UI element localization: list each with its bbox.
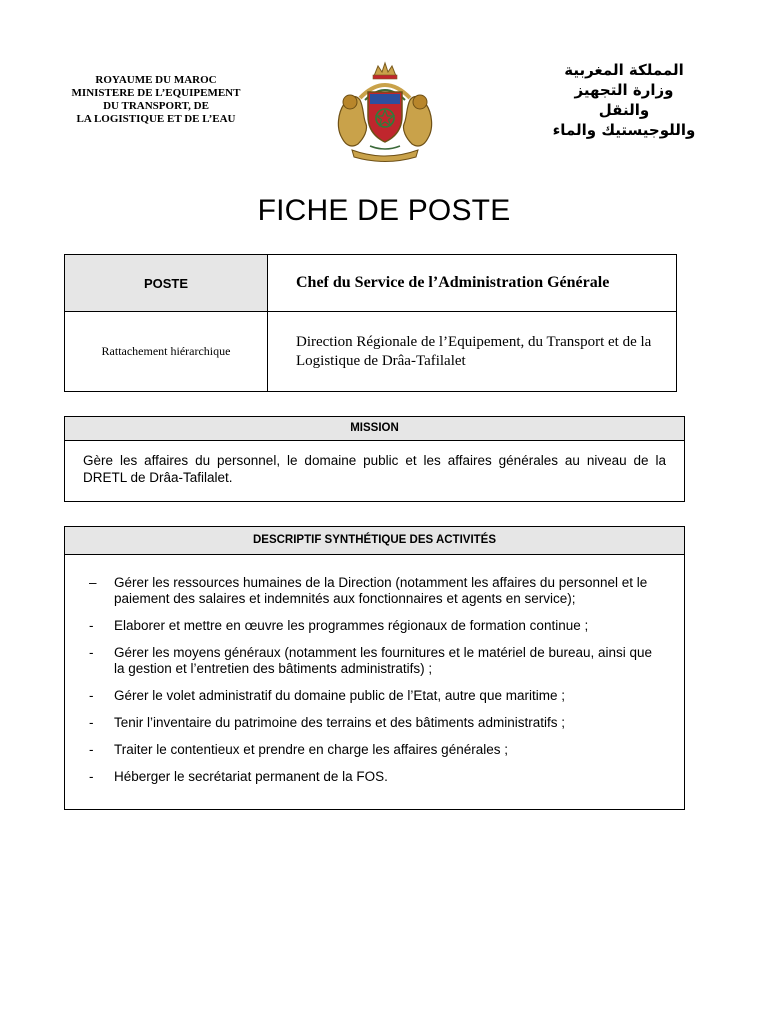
ministry-name-ar-line1: وزارة التجهيز والنقل: [574, 81, 674, 119]
document-title: FICHE DE POSTE: [257, 194, 511, 227]
poste-value: Chef du Service de l’Administration Générale: [268, 255, 677, 312]
rattachement-label: Rattachement hiérarchique: [65, 312, 268, 392]
bullet-dash: -: [89, 618, 94, 633]
activities-heading: DESCRIPTIF SYNTHÉTIQUE DES ACTIVITÉS: [65, 527, 684, 555]
list-item: [89, 688, 666, 704]
bullet-dash: –: [89, 575, 97, 590]
bullet-dash: -: [89, 742, 94, 757]
list-item: [89, 618, 666, 634]
list-item: [89, 742, 666, 758]
activity-text: Tenir l’inventaire du patrimoine des terrains et des bâtiments administratifs ;: [114, 715, 565, 730]
rattachement-value: Direction Régionale de l’Equipement, du Transport et de la Logistique de Drâa-Tafilalet: [268, 312, 677, 392]
poste-table: [64, 254, 677, 392]
activities-section: [64, 526, 685, 810]
table-row: [65, 312, 677, 392]
activity-text: Gérer les ressources humaines de la Direction (notamment les affaires du personnel et le paiement des salaires et indemnités aux fonctionnaires et agents en service);: [114, 575, 648, 606]
activity-text: Gérer le volet administratif du domaine public de l’Etat, autre que maritime ;: [114, 688, 565, 703]
activity-text: Héberger le secrétariat permanent de la FOS.: [114, 769, 388, 784]
bullet-dash: -: [89, 715, 94, 730]
activities-list: [65, 555, 684, 785]
mission-text: Gère les affaires du personnel, le domaine public et les affaires générales au niveau de la DRETL de Drâa-Tafilalet.: [83, 453, 666, 485]
list-item: [89, 715, 666, 731]
mission-section: [64, 416, 685, 502]
ministry-header-ar: [548, 60, 700, 140]
poste-label: POSTE: [65, 255, 268, 312]
kingdom-name-ar: المملكة المغربية: [564, 61, 684, 79]
table-row: [65, 255, 677, 312]
activity-text: Gérer les moyens généraux (notamment les fournitures et le matériel de bureau, ainsi que la gestion et l’entretien des bâtiments administratifs) ;: [114, 645, 653, 676]
list-item: [89, 645, 666, 677]
kingdom-name-fr: ROYAUME DU MAROC: [95, 74, 217, 86]
ministry-header-fr: [60, 74, 252, 126]
activity-text: Traiter le contentieux et prendre en charge les affaires générales ;: [114, 742, 508, 757]
list-item: [89, 769, 666, 785]
activity-text: Elaborer et mettre en œuvre les programmes régionaux de formation continue ;: [114, 618, 589, 633]
list-item: [89, 575, 666, 607]
ministry-name-ar-line2: واللوجيستيك والماء: [552, 121, 696, 139]
ministry-name-fr-line2: DU TRANSPORT, DE: [103, 100, 209, 112]
ministry-name-fr-line1: MINISTERE DE L’EQUIPEMENT: [71, 87, 241, 99]
coat-of-arms-icon: [330, 58, 440, 162]
bullet-dash: -: [89, 769, 94, 784]
bullet-dash: -: [89, 645, 94, 660]
mission-heading: MISSION: [65, 417, 684, 441]
bullet-dash: -: [89, 688, 94, 703]
ministry-name-fr-line3: LA LOGISTIQUE ET DE L’EAU: [76, 113, 236, 125]
